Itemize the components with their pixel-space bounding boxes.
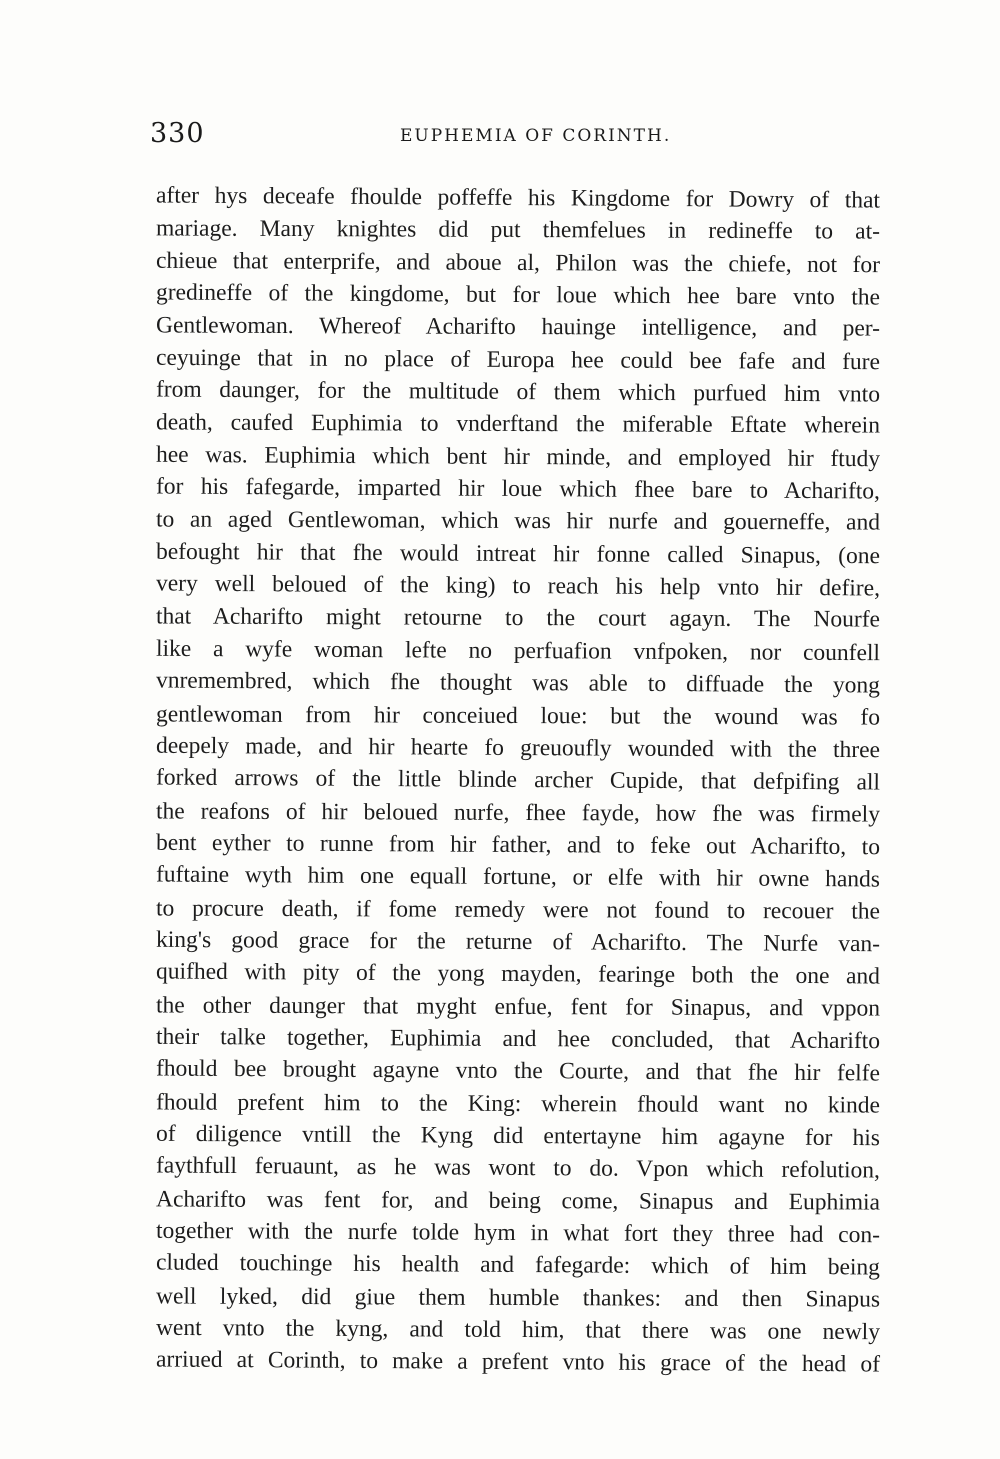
text-line: death, caufed Euphimia to vnderftand the miferable Eftate wherein (155, 409, 881, 439)
text-line: gredineffe of the kingdome, but for loue which hee bare vnto the (155, 279, 881, 311)
text-line: hee was. Euphimia which bent hir minde, and employed hir ftudy (155, 441, 881, 472)
text-line: cluded touchinge his health and fafegarde: which of him being (155, 1249, 881, 1281)
text-line: forked arrows of the little blinde archer Cupide, that defpifing all (155, 764, 881, 796)
text-line: ceyuinge that in no place of Europa hee could bee fafe and fure (155, 344, 881, 375)
text-line: Gentlewoman. Whereof Acharifto hauinge intelligence, and per- (155, 312, 881, 342)
body-text (156, 182, 880, 1379)
text-line: the other daunger that myght enfue, fent for Sinapus, and vppon (155, 992, 881, 1022)
text-line: very well beloued of the king) to reach his help vnto hir defire, (155, 570, 881, 602)
text-line: faythfull feruaunt, as he was wont to do. Vpon which refolution, (155, 1152, 881, 1184)
text-line: mariage. Many knightes did put themfelues in redineffe to at- (155, 215, 881, 245)
text-line: quifhed with pity of the yong mayden, fearinge both the one and (155, 958, 881, 990)
text-line: of diligence vntill the Kyng did entertayne him agayne for his (155, 1120, 881, 1152)
text-line: from daunger, for the multitude of them which purfued him vnto (155, 376, 881, 408)
text-line: the reafons of hir beloued nurfe, fhee fayde, how fhe was firmely (155, 797, 881, 828)
text-line: that Acharifto might retourne to the court agayn. The Nourfe (155, 603, 881, 634)
text-line: like a wyfe woman lefte no perfuafion vnfpoken, nor counfell (155, 635, 881, 667)
text-line: together with the nurfe tolde hym in what fort they three had con- (155, 1217, 881, 1249)
text-line: went vnto the kyng, and told him, that there was one newly (155, 1314, 881, 1346)
running-head: EUPHEMIA OF CORINTH. (400, 126, 672, 146)
text-line: Acharifto was fent for, and being come, Sinapus and Euphimia (155, 1186, 881, 1216)
text-line: well lyked, did giue them humble thankes: and then Sinapus (155, 1283, 881, 1313)
text-line: deepely made, and hir hearte fo greuoufly wounded with the three (155, 732, 881, 764)
text-line: arriued at Corinth, to make a prefent vnto his grace of the head of (155, 1346, 881, 1378)
page-header (150, 118, 880, 158)
text-line: their talke together, Euphimia and hee concluded, that Acharifto (155, 1023, 881, 1055)
text-line: fuftaine wyth him one equall fortune, or elfe with hir owne hands (155, 861, 881, 893)
text-line: king's good grace for the returne of Acharifto. The Nurfe van- (155, 926, 881, 958)
text-line: for his fafegarde, imparted hir loue which fhee bare to Acharifto, (155, 473, 881, 505)
text-line: chieue that enterprife, and aboue al, Philon was the chiefe, not for (155, 247, 881, 278)
page-number: 330 (150, 118, 205, 149)
text-line: to procure death, if fome remedy were not found to recouer the (155, 894, 881, 925)
text-line: fhould bee brought agayne vnto the Courte, and that fhe hir felfe (155, 1055, 881, 1087)
text-line: bent eyther to runne from hir father, and to feke out Acharifto, to (155, 829, 881, 861)
text-line: gentlewoman from hir conceiued loue: but the wound was fo (155, 700, 881, 731)
text-line: to an aged Gentlewoman, which was hir nurfe and gouerneffe, and (155, 506, 881, 537)
text-line: fhould prefent him to the King: wherein fhould want no kinde (155, 1089, 881, 1119)
text-line: after hys deceafe fhoulde poffeffe his Kingdome for Dowry of that (155, 182, 881, 214)
text-line: befought hir that fhe would intreat hir fonne called Sinapus, (one (155, 538, 881, 569)
text-line: vnremembred, which fhe thought was able to diffuade the yong (155, 667, 881, 699)
